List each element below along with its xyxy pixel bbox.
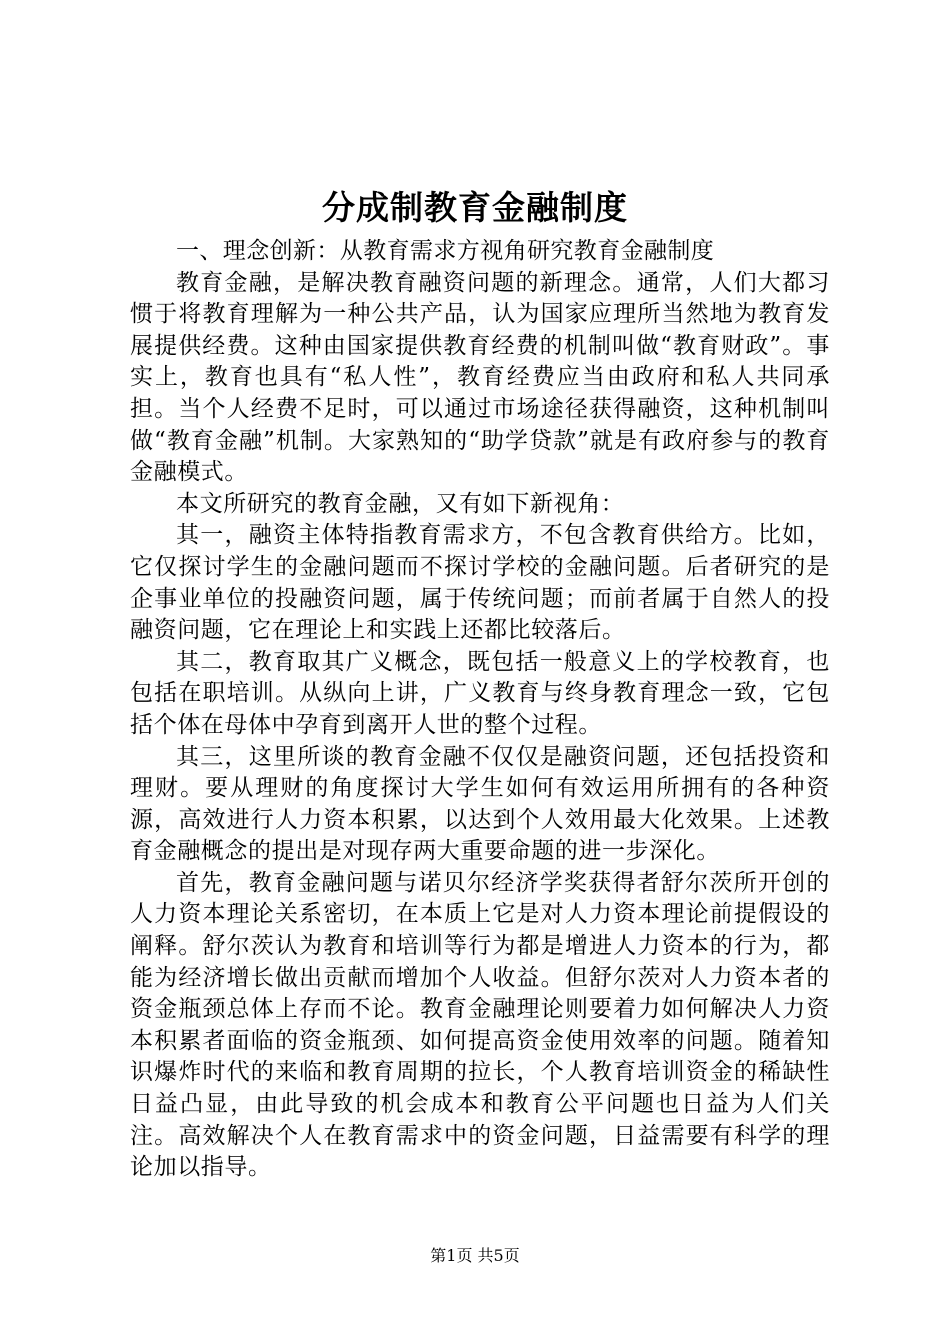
paragraph-first-theory: 首先，教育金融问题与诺贝尔经济学奖获得者舒尔茨所开创的人力资本理论关系密切，在本质上它是对人力资本理论前提假设的阐释。舒尔茨认为教育和培训等行为都是增进人力资本的行为，都能为经济增长做出贡献而增加个人收益。但舒尔茨对人力资本者的资金瓶颈总体上存而不论。教育金融理论则要着力如何解决人力资本积累者面临的资金瓶颈、如何提高资金使用效率的问题。随着知识爆炸时代的来临和教育周期的拉长，个人教育培训资金的稀缺性日益凸显，由此导致的机会成本和教育公平问题也日益为人们关注。高效解决个人在教育需求中的资金问题，日益需要有科学的理论加以指导。 <box>130 869 830 1181</box>
paragraph-perspective: 本文所研究的教育金融，又有如下新视角： <box>176 490 625 517</box>
paragraph-point-two: 其二，教育取其广义概念，既包括一般意义上的学校教育，也包括在职培训。从纵向上讲，广义教育与终身教育理念一致，它包括个体在母体中孕育到离开人世的整个过程。 <box>130 648 830 738</box>
paragraph-point-three: 其三，这里所谈的教育金融不仅仅是融资问题，还包括投资和理财。要从理财的角度探讨大学生如何有效运用所拥有的各种资源，高效进行人力资本积累，以达到个人效用最大化效果。上述教育金融概念的提出是对现存两大重要命题的进一步深化。 <box>130 743 830 865</box>
page-footer: 第1页 共5页 <box>430 1246 520 1265</box>
paragraph-intro: 教育金融，是解决教育融资问题的新理念。通常，人们大都习惯于将教育理解为一种公共产品，认为国家应理所当然地为教育发展提供经费。这种由国家提供教育经费的机制叫做“教育财政”。事实上，教育也具有“私人性”，教育经费应当由政府和私人共同承担。当个人经费不足时，可以通过市场途径获得融资，这种机制叫做“教育金融”机制。大家熟知的“助学贷款”就是有政府参与的教育金融模式。 <box>130 269 830 486</box>
document-title: 分成制教育金融制度 <box>322 188 628 227</box>
paragraph-point-one: 其一，融资主体特指教育需求方，不包含教育供给方。比如，它仅探讨学生的金融问题而不探讨学校的金融问题。后者研究的是企事业单位的投融资问题，属于传统问题；而前者属于自然人的投融资问题，它在理论上和实践上还都比较落后。 <box>130 522 830 644</box>
section-heading: 一、理念创新：从教育需求方视角研究教育金融制度 <box>176 238 715 264</box>
document-body <box>130 236 830 1184</box>
